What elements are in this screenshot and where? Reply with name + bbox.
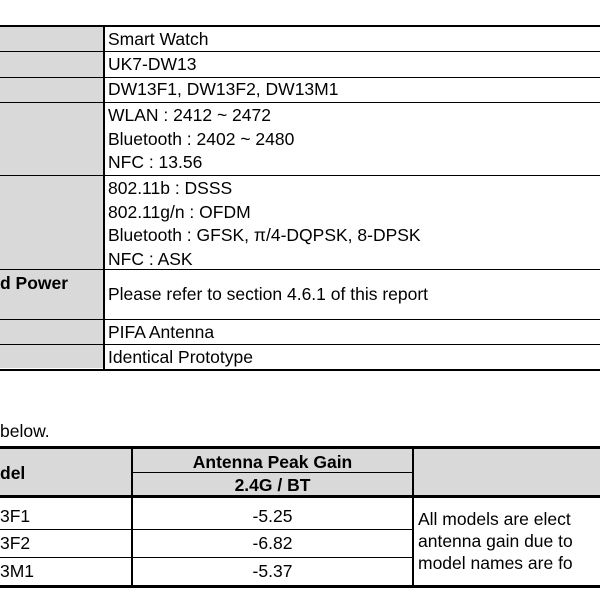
table-border [0,319,600,320]
model-cell: 3M1 [0,561,35,581]
spec-value-line: PIFA Antenna [108,322,215,342]
note-line: antenna gain due to [418,531,573,551]
table-border [0,344,600,345]
spec-value-line: 802.11g/n : OFDM [108,201,251,222]
spec-value-frequency [108,104,600,175]
table-border [0,529,412,530]
spec-value-sample-status [108,346,600,370]
table-border [0,175,600,176]
spec-value-model [108,53,600,77]
spec-value-line: NFC : ASK [108,248,193,269]
table-border [0,585,600,588]
spec-value-series [108,78,600,102]
gain-cell: -5.37 [252,561,293,581]
intro-text: below. [0,421,50,441]
spec-value-antenna [108,321,600,345]
spec-value-output-power [108,283,600,307]
table-border [133,472,412,473]
note-line: All models are elect [418,509,571,529]
table-border [0,77,600,78]
table-border [412,446,414,588]
note-cell [418,508,600,574]
table-border [0,446,600,449]
table-border [0,25,600,27]
model-cell: 3F2 [0,533,31,553]
spec-label-output-power: d Power [0,273,69,293]
table-border [0,269,600,270]
spec-value-line: 802.11b : DSSS [108,178,233,198]
header-fill [414,449,600,495]
model-cell: 3F1 [0,506,31,526]
note-line: model names are fo [418,553,573,573]
spec-value-line: NFC : 13.56 [108,152,203,172]
model-column-header: del [0,463,26,483]
table-border [0,495,600,498]
spec-value-line: Bluetooth : GFSK, π/4-DQPSK, 8-DPSK [108,225,421,245]
table-border [0,369,600,371]
gain-cell: -6.82 [252,533,293,553]
table-border [0,51,600,52]
spec-value-line: Bluetooth : 2402 ~ 2480 [108,128,295,149]
spec-value-line: Smart Watch [108,29,209,49]
gain-column-header: Antenna Peak Gain [192,452,353,472]
spec-value-line: UK7-DW13 [108,54,197,74]
gain-column-subheader: 2.4G / BT [234,475,311,495]
spec-value-line: Please refer to section 4.6.1 of this report [108,284,429,304]
table-border [131,446,133,588]
table-border [0,557,412,558]
spec-value-product [108,28,600,52]
spec-value-line: DW13F1, DW13F2, DW13M1 [108,79,339,99]
table-border [0,102,600,103]
table-border [103,25,105,371]
spec-value-line: Identical Prototype [108,347,253,367]
gain-cell: -5.25 [252,506,293,526]
spec-value-line: WLAN : 2412 ~ 2472 [108,105,271,125]
spec-value-modulation [108,177,600,271]
